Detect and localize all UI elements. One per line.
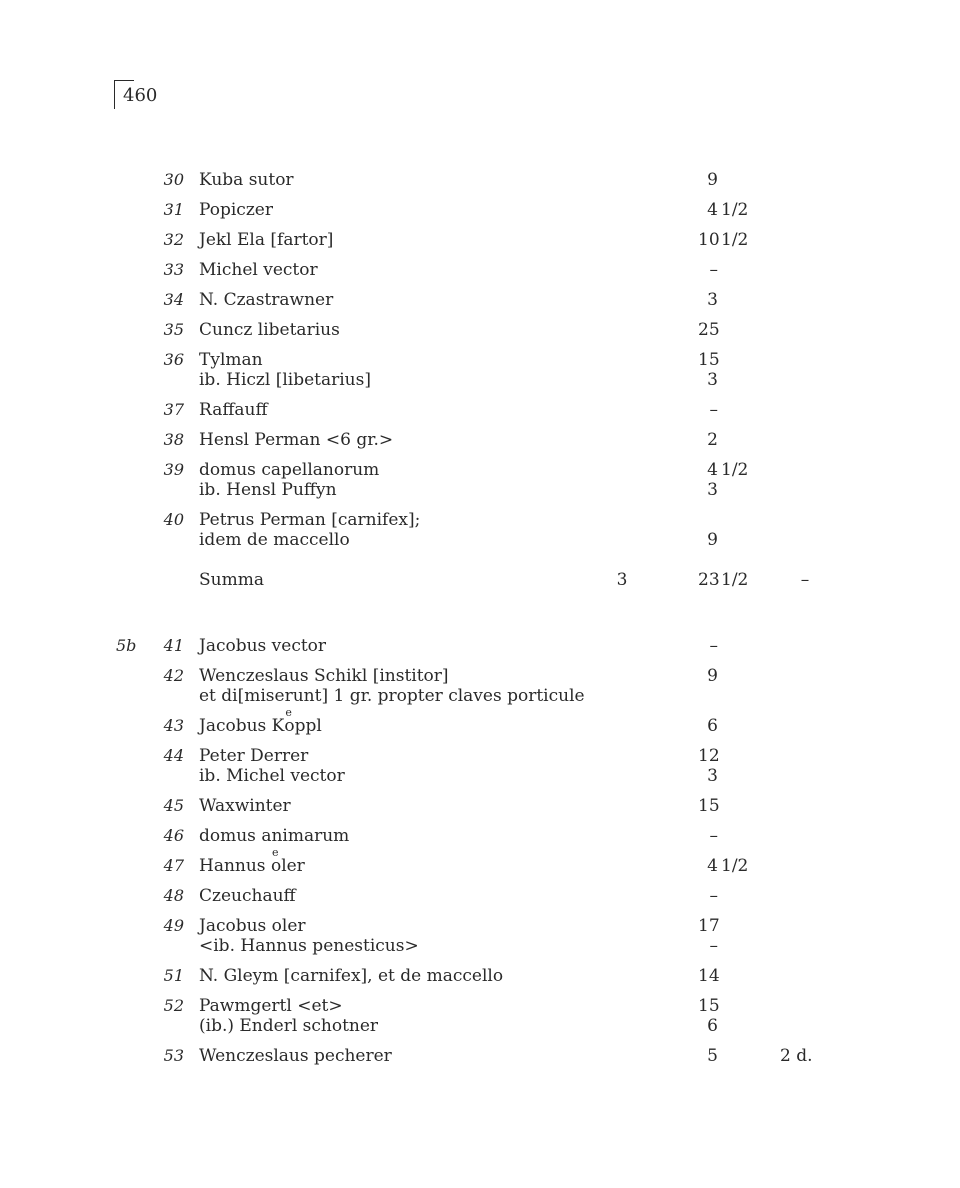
entry-number: 47 — [163, 856, 184, 875]
amount-whole: 9 — [707, 666, 718, 686]
amount-cell — [698, 200, 758, 220]
amount-cell — [698, 570, 758, 590]
entry-line — [0, 686, 960, 706]
amount-whole: 4 — [707, 200, 718, 220]
entry-line — [0, 530, 960, 550]
ledger-entry — [0, 430, 960, 450]
entry-name: Jacobus Ko e ppl — [199, 706, 322, 736]
page-number: 460 — [123, 85, 158, 106]
amount-whole: 3 — [707, 480, 718, 500]
amount-whole: 17 — [698, 916, 720, 936]
amount-denarii: 2 d. — [780, 1046, 813, 1066]
entry-line — [0, 886, 960, 906]
ledger-entry — [0, 666, 960, 706]
amount-cell — [698, 530, 758, 550]
amount-whole: 9 — [707, 170, 718, 190]
amount-fraction: 1/2 — [721, 200, 749, 220]
ledger-entry — [0, 826, 960, 846]
amount-cell — [698, 796, 758, 816]
amount-dash: – — [709, 400, 718, 420]
amount-cell — [698, 290, 758, 310]
ledger-entry — [0, 320, 960, 340]
amount-dash: – — [709, 936, 718, 956]
entry-number: 44 — [163, 746, 184, 765]
entry-number: 52 — [163, 996, 184, 1015]
summa-label: Summa — [199, 570, 264, 590]
amount-whole: 10 — [698, 230, 720, 250]
amount-whole: 6 — [707, 1016, 718, 1036]
amount-cell — [698, 856, 758, 876]
amount-cell — [698, 746, 758, 766]
amount-dash: – — [709, 260, 718, 280]
entry-name: N. Czastrawner — [199, 290, 334, 310]
ledger-entry — [0, 706, 960, 736]
entry-number: 48 — [163, 886, 184, 905]
amount-whole: 4 — [707, 856, 718, 876]
entry-name: Jekl Ela [fartor] — [199, 230, 334, 250]
amount-fraction: 1/2 — [721, 856, 749, 876]
entry-name: Tylman — [199, 350, 263, 370]
entry-line — [0, 636, 960, 656]
entry-line — [0, 480, 960, 500]
amount-whole: 12 — [698, 746, 720, 766]
entry-name: Peter Derrer — [199, 746, 309, 766]
amount-cell — [698, 716, 758, 736]
entry-line — [0, 796, 960, 816]
amount-cell — [698, 460, 758, 480]
entry-number: 46 — [163, 826, 184, 845]
amount-whole: 3 — [707, 370, 718, 390]
entry-line — [0, 666, 960, 686]
entry-name: Waxwinter — [199, 796, 291, 816]
amount-whole: 15 — [698, 350, 720, 370]
entry-number: 39 — [163, 460, 184, 479]
entry-line — [0, 706, 960, 736]
amount-whole: 15 — [698, 796, 720, 816]
marginal-folio: 5b — [116, 636, 137, 655]
entry-name: domus capellanorum — [199, 460, 380, 480]
entry-line — [0, 350, 960, 370]
amount-cell — [698, 370, 758, 390]
entry-line — [0, 936, 960, 956]
entry-name: et di[miserunt] 1 gr. propter claves porticule — [199, 686, 585, 706]
ledger-entry — [0, 966, 960, 986]
amount-fraction: 1/2 — [721, 460, 749, 480]
superscript-letter: o e — [270, 846, 282, 876]
amount-cell — [698, 170, 758, 190]
ledger-entry — [0, 260, 960, 280]
entry-number: 51 — [163, 966, 184, 985]
entry-line — [0, 966, 960, 986]
entry-number: 40 — [163, 510, 184, 529]
entry-line — [0, 170, 960, 190]
amount-whole: 23 — [698, 570, 720, 590]
superscript-e: e — [285, 706, 292, 719]
entry-number: 53 — [163, 1046, 184, 1065]
entry-number: 32 — [163, 230, 184, 249]
amount-whole: 3 — [707, 290, 718, 310]
amount-cell — [698, 916, 758, 936]
ledger-entry — [0, 916, 960, 956]
entry-line — [0, 290, 960, 310]
ledger-entry — [0, 746, 960, 786]
ledger-entry — [0, 510, 960, 550]
amount-cell — [698, 966, 758, 986]
entry-number: 35 — [163, 320, 184, 339]
amount-cell — [698, 350, 758, 370]
ledger-entry — [0, 290, 960, 310]
amount-cell — [698, 480, 758, 500]
entry-name: Jacobus oler — [199, 916, 306, 936]
amount-cell — [698, 260, 758, 280]
entry-name: Wenczeslaus pecherer — [199, 1046, 392, 1066]
entry-name: Hensl Perman <6 gr.> — [199, 430, 394, 450]
entry-name: Michel vector — [199, 260, 318, 280]
entry-line — [0, 846, 960, 876]
entry-name: (ib.) Enderl schotner — [199, 1016, 379, 1036]
amount-cell — [698, 636, 758, 656]
entry-line — [0, 320, 960, 340]
entry-number: 45 — [163, 796, 184, 815]
entry-name: Jacobus vector — [199, 636, 327, 656]
summa-denarii: – — [800, 570, 810, 590]
entry-number: 31 — [163, 200, 184, 219]
amount-whole: 9 — [707, 530, 718, 550]
entry-name: Pawmgertl <et> — [199, 996, 343, 1016]
amount-whole: 15 — [698, 996, 720, 1016]
ledger-entry — [0, 200, 960, 220]
entry-name: ib. Hiczl [libetarius] — [199, 370, 371, 390]
entry-line — [0, 400, 960, 420]
entry-number: 33 — [163, 260, 184, 279]
amount-cell — [698, 400, 758, 420]
entry-number: 36 — [163, 350, 184, 369]
entry-name: Raffauff — [199, 400, 268, 420]
superscript-e: e — [271, 846, 279, 859]
amount-whole: 5 — [707, 1046, 718, 1066]
ledger-entry — [0, 886, 960, 906]
entry-line — [0, 916, 960, 936]
amount-cell — [698, 230, 758, 250]
amount-dash: – — [709, 826, 718, 846]
summa-line — [0, 570, 960, 590]
entry-name: N. Gleym [carnifex], et de maccello — [199, 966, 504, 986]
entry-line — [0, 510, 960, 530]
summa-sexagenae: 3 — [616, 570, 628, 590]
ledger-entry — [0, 460, 960, 500]
entry-line — [0, 1016, 960, 1036]
entry-line — [0, 746, 960, 766]
amount-cell — [698, 766, 758, 786]
entry-name: Kuba sutor — [199, 170, 294, 190]
ledger-entry — [0, 230, 960, 250]
entry-name: ib. Michel vector — [199, 766, 345, 786]
entry-line — [0, 996, 960, 1016]
entry-line — [0, 260, 960, 280]
entry-name: Czeuchauff — [199, 886, 296, 906]
amount-cell — [698, 666, 758, 686]
entry-name: Petrus Perman [carnifex]; — [199, 510, 421, 530]
entry-number: 38 — [163, 430, 184, 449]
ledger-entry — [0, 636, 960, 656]
entry-name: Popiczer — [199, 200, 273, 220]
entry-line — [0, 1046, 960, 1066]
entry-number: 30 — [163, 170, 184, 189]
amount-cell — [698, 886, 758, 906]
entry-number: 43 — [163, 716, 184, 735]
entry-number: 41 — [163, 636, 184, 655]
amount-cell — [698, 996, 758, 1016]
amount-cell — [698, 430, 758, 450]
entry-name: Cuncz libetarius — [199, 320, 340, 340]
amount-whole: 3 — [707, 766, 718, 786]
amount-cell — [698, 1016, 758, 1036]
entry-name: ib. Hensl Puffyn — [199, 480, 337, 500]
amount-dash: – — [709, 886, 718, 906]
ledger-entry — [0, 400, 960, 420]
ledger-entry — [0, 170, 960, 190]
superscript-letter: o e — [284, 706, 295, 736]
amount-whole: 25 — [698, 320, 720, 340]
entry-line — [0, 370, 960, 390]
amount-fraction: 1/2 — [721, 570, 749, 590]
entry-line — [0, 230, 960, 250]
ledger-entry — [0, 796, 960, 816]
amount-whole: 14 — [698, 966, 720, 986]
entry-line — [0, 766, 960, 786]
amount-whole: 4 — [707, 460, 718, 480]
ledger-entry — [0, 350, 960, 390]
amount-whole: 2 — [707, 430, 718, 450]
amount-cell — [698, 1046, 758, 1066]
entry-number: 49 — [163, 916, 184, 935]
amount-fraction: 1/2 — [721, 230, 749, 250]
amount-dash: – — [709, 636, 718, 656]
summa-row — [0, 570, 960, 590]
entry-number: 42 — [163, 666, 184, 685]
entry-line — [0, 200, 960, 220]
amount-cell — [698, 936, 758, 956]
entry-name: Hannus o e ler — [199, 846, 305, 876]
entry-name: Wenczeslaus Schikl [institor] — [199, 666, 449, 686]
entry-number: 37 — [163, 400, 184, 419]
ledger-entry — [0, 996, 960, 1036]
entry-name: domus animarum — [199, 826, 350, 846]
amount-cell — [698, 826, 758, 846]
entry-number: 34 — [163, 290, 184, 309]
ledger-entry — [0, 846, 960, 876]
ledger-entry — [0, 1046, 960, 1066]
entry-name: <ib. Hannus penesticus> — [199, 936, 419, 956]
amount-whole: 6 — [707, 716, 718, 736]
entry-line — [0, 430, 960, 450]
amount-cell — [698, 320, 758, 340]
entry-line — [0, 826, 960, 846]
entry-name: idem de maccello — [199, 530, 350, 550]
entry-line — [0, 460, 960, 480]
